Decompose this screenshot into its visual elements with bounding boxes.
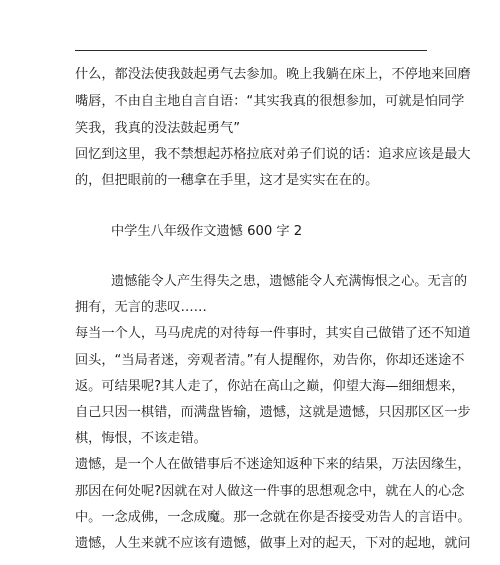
- header-rule: [75, 50, 427, 51]
- text-line: 笑我，我真的没法鼓起勇气”: [75, 121, 241, 136]
- text-line: 返。可结果呢?其人走了，你站在高山之巅，仰望大海—细细想来，: [75, 379, 465, 394]
- text-line: 那因在何处呢?因就在对人做这一件事的思想观念中，就在人的心念: [75, 484, 465, 499]
- text-line: 棋，悔恨，不该走错。: [75, 431, 207, 446]
- text-line: 什么，都没法使我鼓起勇气去参加。晚上我躺在床上，不停地来回磨: [75, 67, 471, 82]
- text-line: 遗憾，人生来就不应该有遗憾，做事上对的起天，下对的起地，就问: [75, 536, 471, 551]
- text-line: 遗憾，是一个人在做错事后不迷途知返种下来的结果，万法因缘生，: [75, 457, 471, 472]
- text-line: 遗憾能令人产生得失之患，遗憾能令人充满悔恨之心。无言的: [111, 274, 468, 289]
- text-line: 的，但把眼前的一穗拿在手里，这才是实实在在的。: [75, 173, 379, 188]
- text-line: 拥有，无言的悲叹……: [75, 300, 207, 315]
- text-line: 嘴唇，不由自主地自言自语：“其实我真的很想参加，可就是怕同学: [75, 94, 465, 109]
- text-line: 回头，“当局者迷，旁观者清。”有人提醒你，劝告你，你却还迷途不: [75, 353, 465, 368]
- text-line: 每当一个人，马马虎虎的对待每一件事时，其实自己做错了还不知道: [75, 326, 471, 341]
- text-line: 回忆到这里，我不禁想起苏格拉底对弟子们说的话：追求应该是最大: [75, 147, 471, 162]
- text-line: 自己只因一棋错，而满盘皆输，遗憾，这就是遗憾，只因那区区一步: [75, 405, 471, 420]
- section-heading: 中学生八年级作文遗憾 600 字 2: [111, 224, 303, 239]
- text-line: 中。一念成佛，一念成魔。那一念就在你是否接受劝告人的言语中。: [75, 510, 471, 525]
